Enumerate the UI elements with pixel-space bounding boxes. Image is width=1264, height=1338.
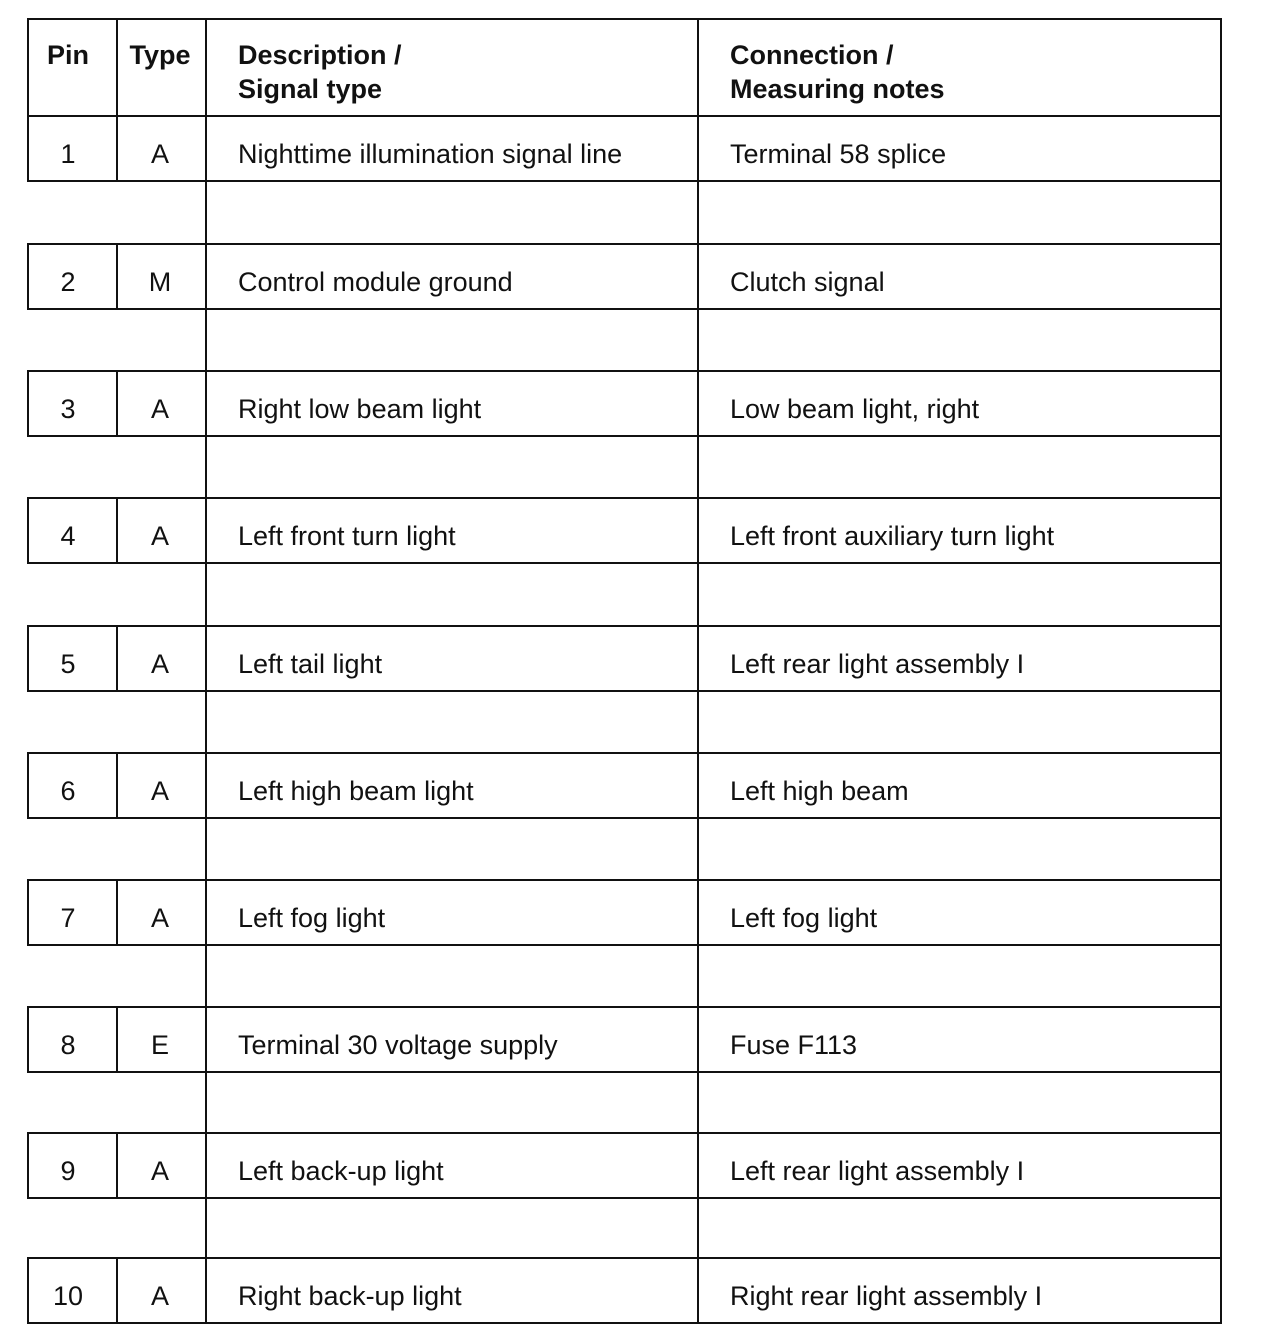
row-description: Right back-up light <box>238 1281 462 1311</box>
row-description: Left high beam light <box>238 776 474 806</box>
row-connection: Clutch signal <box>730 267 885 297</box>
row-pin: 3 <box>60 394 76 424</box>
row-type: A <box>150 649 169 679</box>
row-left-border <box>27 752 29 819</box>
header-connection-line2: Measuring notes <box>730 74 945 104</box>
row-type: A <box>150 776 169 806</box>
row-bottom-border <box>27 562 1222 564</box>
row-top-border <box>27 879 1222 881</box>
row-pin: 1 <box>60 139 76 169</box>
row-connection: Fuse F113 <box>730 1030 858 1060</box>
row-bottom-border <box>27 1071 1222 1073</box>
desc-column-divider <box>205 18 207 1322</box>
row-type: A <box>150 1156 169 1186</box>
header-pin-divider <box>116 18 118 115</box>
row-left-border <box>27 115 29 182</box>
row-left-border <box>27 879 29 946</box>
row-bottom-border <box>27 944 1222 946</box>
header-left-border <box>27 18 29 115</box>
row-left-border <box>27 243 29 310</box>
row-pin: 10 <box>52 1281 84 1311</box>
row-type: M <box>148 267 172 297</box>
row-top-border <box>27 752 1222 754</box>
row-left-border <box>27 1006 29 1073</box>
row-connection: Right rear light assembly I <box>730 1281 1043 1311</box>
row-type: A <box>150 903 169 933</box>
row-top-border <box>27 497 1222 499</box>
row-pin: 8 <box>60 1030 76 1060</box>
row-description: Control module ground <box>238 267 513 297</box>
row-pin: 6 <box>60 776 76 806</box>
row-left-border <box>27 1257 29 1324</box>
header-connection-line1: Connection / <box>730 40 894 70</box>
row-pin: 2 <box>60 267 76 297</box>
row-description: Left back-up light <box>238 1156 444 1186</box>
row-pin: 7 <box>60 903 76 933</box>
row-pin: 4 <box>60 521 76 551</box>
row-type: A <box>150 1281 169 1311</box>
row-description: Nighttime illumination signal line <box>238 139 623 169</box>
row-connection: Left fog light <box>730 903 878 933</box>
row-description: Left front turn light <box>238 521 456 551</box>
header-pin: Pin <box>46 40 89 70</box>
row-top-border <box>27 1006 1222 1008</box>
row-left-border <box>27 625 29 692</box>
row-top-border <box>27 1132 1222 1134</box>
row-top-border <box>27 1257 1222 1259</box>
row-top-border <box>27 115 1222 117</box>
header-type: Type <box>129 40 191 70</box>
header-description-line1: Description / <box>238 40 402 70</box>
row-bottom-border <box>27 180 1222 182</box>
conn-column-divider <box>697 18 699 1322</box>
row-connection: Low beam light, right <box>730 394 980 424</box>
row-left-border <box>27 497 29 564</box>
row-bottom-border <box>27 690 1222 692</box>
row-top-border <box>27 370 1222 372</box>
row-description: Left tail light <box>238 649 383 679</box>
row-type: A <box>150 394 169 424</box>
row-bottom-border <box>27 308 1222 310</box>
row-connection: Left high beam <box>730 776 909 806</box>
row-pin: 9 <box>60 1156 76 1186</box>
row-pin: 5 <box>60 649 76 679</box>
row-description: Left fog light <box>238 903 386 933</box>
row-connection: Left front auxiliary turn light <box>730 521 1055 551</box>
table-right-border <box>1220 18 1222 1322</box>
row-top-border <box>27 243 1222 245</box>
row-bottom-border <box>27 435 1222 437</box>
row-type: A <box>150 139 169 169</box>
row-bottom-border <box>27 1197 1222 1199</box>
row-type: A <box>150 521 169 551</box>
row-left-border <box>27 370 29 437</box>
row-top-border <box>27 625 1222 627</box>
row-description: Terminal 30 voltage supply <box>238 1030 558 1060</box>
row-connection: Terminal 58 splice <box>730 139 947 169</box>
row-type: E <box>150 1030 169 1060</box>
header-description-line2: Signal type <box>238 74 383 104</box>
row-bottom-border <box>27 817 1222 819</box>
row-bottom-border <box>27 1322 1222 1324</box>
row-connection: Left rear light assembly I <box>730 649 1025 679</box>
row-connection: Left rear light assembly I <box>730 1156 1025 1186</box>
row-description: Right low beam light <box>238 394 482 424</box>
row-left-border <box>27 1132 29 1199</box>
